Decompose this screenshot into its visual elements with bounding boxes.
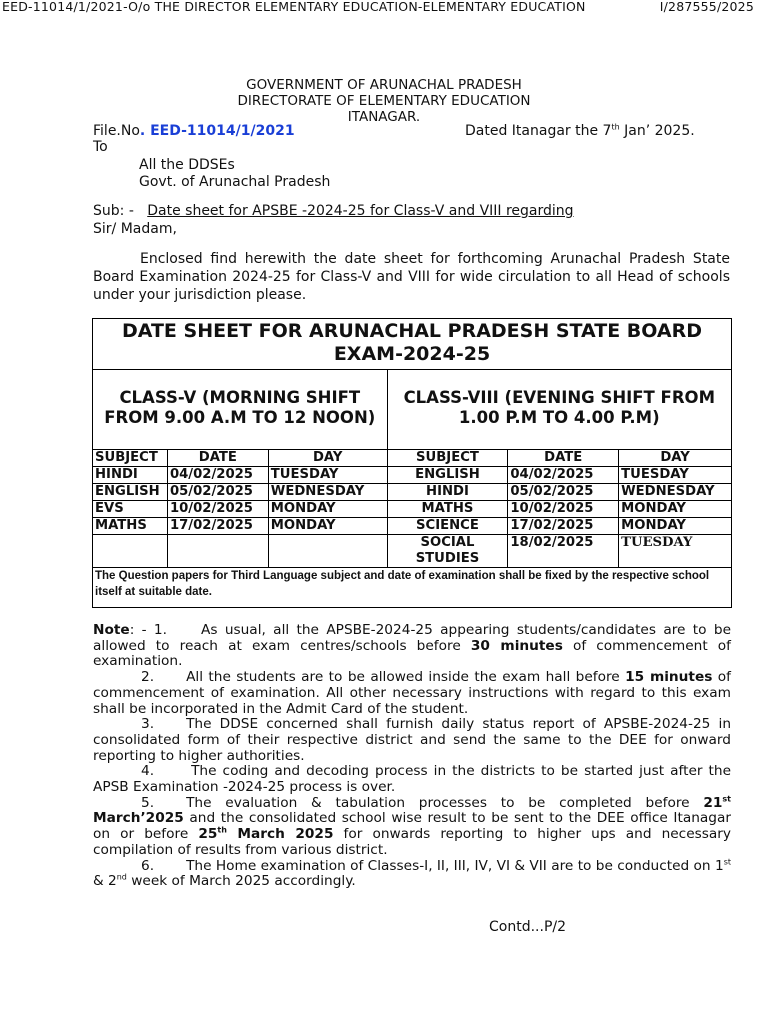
column-header: DAY xyxy=(619,450,732,467)
address-to: To xyxy=(93,139,108,155)
class5-shift-header: CLASS-V (MORNING SHIFT FROM 9.00 A.M TO 12 NOON) xyxy=(93,370,388,450)
column-header: SUBJECT xyxy=(387,450,508,467)
column-header: DATE xyxy=(508,450,619,467)
address-block xyxy=(139,157,330,191)
file-number-label: File.No xyxy=(93,123,140,139)
table-cell xyxy=(268,535,387,568)
notes-section xyxy=(93,623,731,890)
table-cell: TUESDAY xyxy=(619,535,732,568)
note-6: 6. The Home examination of Classes-I, II, III, IV, VI & VII are to be conducted on 1st & 2nd week of March 2025 accordingly. xyxy=(93,856,731,890)
address-line-2: Govt. of Arunachal Pradesh xyxy=(139,174,331,190)
subject-text: Date sheet for APSBE -2024-25 for Class-V and VIII regarding xyxy=(147,203,574,219)
table-cell: 04/02/2025 xyxy=(508,467,619,484)
continued-marker: Contd...P/2 xyxy=(489,919,567,935)
table-row xyxy=(93,535,732,568)
table-cell: 17/02/2025 xyxy=(508,518,619,535)
column-header: DATE xyxy=(167,450,268,467)
table-cell: EVS xyxy=(93,501,168,518)
table-cell: WEDNESDAY xyxy=(619,484,732,501)
table-cell: WEDNESDAY xyxy=(268,484,387,501)
column-header: SUBJECT xyxy=(93,450,168,467)
table-cell xyxy=(93,535,168,568)
table-cell: 17/02/2025 xyxy=(167,518,268,535)
table-cell: HINDI xyxy=(387,484,508,501)
table-cell: 18/02/2025 xyxy=(508,535,619,568)
table-cell: HINDI xyxy=(93,467,168,484)
table-cell xyxy=(167,535,268,568)
salutation: Sir/ Madam, xyxy=(93,221,177,237)
address-line-1: All the DDSEs xyxy=(139,157,235,173)
file-number xyxy=(93,123,295,140)
table-cell: 10/02/2025 xyxy=(508,501,619,518)
table-cell: MONDAY xyxy=(619,518,732,535)
letterhead-government: GOVERNMENT OF ARUNACHAL PRADESH xyxy=(246,77,522,93)
date-sheet-table xyxy=(92,318,732,608)
letterhead xyxy=(0,77,768,125)
note-2: 2. All the students are to be allowed inside the exam hall before 15 minutes of commencement of examination. All other necessary instructions with regard to this exam shall be incorporated in the Admit Card of the student. xyxy=(93,669,731,717)
letterhead-city: ITANAGAR. xyxy=(347,109,421,125)
date-sheet-footnote: The Question papers for Third Language subject and date of examination shall be fixed by the respective school itself at suitable date. xyxy=(93,568,732,608)
table-cell: MATHS xyxy=(93,518,168,535)
table-cell: ENGLISH xyxy=(93,484,168,501)
note-label: Note xyxy=(93,622,130,638)
table-row xyxy=(93,501,732,518)
note-3: 3. The DDSE concerned shall furnish daily status report of APSBE-2024-25 in consolidated form of their respective district and send the same to the DEE for onward reporting to higher authorities. xyxy=(93,716,731,764)
note-4: 4. The coding and decoding process in the districts to be started just after the APSB Examination -2024-25 process is over. xyxy=(93,763,731,796)
body-paragraph: Enclosed find herewith the date sheet for forthcoming Arunachal Pradesh State Board Examination 2024-25 for Class-V and VIII for wide circulation to all Head of schools under your jurisdiction please. xyxy=(93,251,730,303)
table-cell: SOCIAL STUDIES xyxy=(387,535,508,568)
subject-line xyxy=(93,203,574,220)
document-reference-header xyxy=(2,0,754,14)
table-cell: MONDAY xyxy=(268,501,387,518)
note-5: 5. The evaluation & tabulation processes to be completed before 21st March’2025 and the consolidated school wise result to be sent to the DEE office Itanagar on or before 25th March 2025 for onwards reporting to higher ups and necessary compilation of results from various district. xyxy=(93,794,731,858)
table-cell: 05/02/2025 xyxy=(167,484,268,501)
table-cell: TUESDAY xyxy=(619,467,732,484)
note-1: Note: - 1. As usual, all the APSBE-2024-25 appearing students/candidates are to be allowed to reach at exam centres/schools before 30 minutes of commencement of examination. xyxy=(93,622,731,670)
column-header: DAY xyxy=(268,450,387,467)
table-row xyxy=(93,484,732,501)
letter-date: Dated Itanagar the 7th Jan’ 2025. xyxy=(465,122,695,139)
table-cell: TUESDAY xyxy=(268,467,387,484)
table-cell: SCIENCE xyxy=(387,518,508,535)
class8-shift-header: CLASS-VIII (EVENING SHIFT FROM 1.00 P.M TO 4.00 P.M) xyxy=(387,370,731,450)
subject-label: Sub: - xyxy=(93,203,134,219)
reference-number: I/287555/2025 xyxy=(659,0,754,14)
table-cell: MONDAY xyxy=(619,501,732,518)
reference-line: EED-11014/1/2021-O/o THE DIRECTOR ELEMENTARY EDUCATION-ELEMENTARY EDUCATION xyxy=(2,0,586,14)
table-cell: ENGLISH xyxy=(387,467,508,484)
date-sheet-title: DATE SHEET FOR ARUNACHAL PRADESH STATE BOARD EXAM-2024-25 xyxy=(93,319,732,370)
letterhead-directorate: DIRECTORATE OF ELEMENTARY EDUCATION xyxy=(237,93,531,109)
table-cell: 04/02/2025 xyxy=(167,467,268,484)
table-cell: MATHS xyxy=(387,501,508,518)
table-row xyxy=(93,518,732,535)
file-number-value: . EED-11014/1/2021 xyxy=(139,123,295,139)
table-row xyxy=(93,467,732,484)
table-cell: MONDAY xyxy=(268,518,387,535)
table-cell: 10/02/2025 xyxy=(167,501,268,518)
table-cell: 05/02/2025 xyxy=(508,484,619,501)
